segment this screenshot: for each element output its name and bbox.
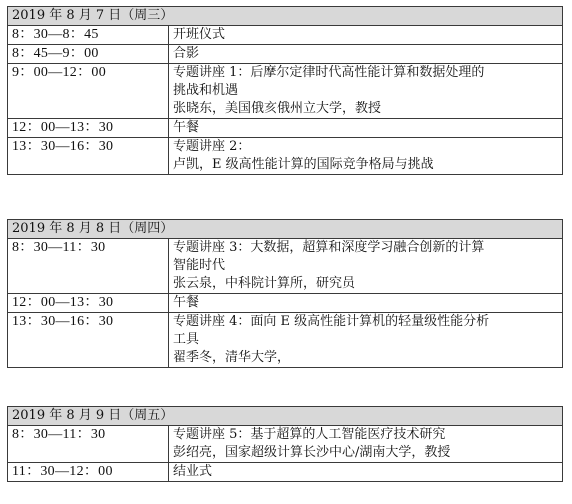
description-cell [169, 138, 563, 175]
schedule-table-day-3 [7, 406, 563, 482]
time-cell: 8：30—11：30 [8, 239, 169, 294]
time-cell: 13：30—16：30 [8, 313, 169, 368]
table-row [8, 45, 563, 64]
table-row [8, 239, 563, 294]
description-cell [169, 313, 563, 368]
description-line: 午餐 [173, 120, 200, 135]
schedule-table-day-1 [7, 6, 563, 175]
description-cell [169, 239, 563, 294]
description-line: 结业式 [173, 464, 213, 479]
description-line: 合影 [173, 46, 200, 61]
description-line: 彭绍亮，国家超级计算长沙中心/湖南大学，教授 [173, 445, 451, 460]
time-cell: 8：45—9：00 [8, 45, 169, 64]
description-line: 午餐 [173, 295, 200, 310]
description-line: 专题讲座 1：后摩尔定律时代高性能计算和数据处理的 [173, 65, 485, 80]
description-cell [169, 119, 563, 138]
table-row [8, 463, 563, 482]
description-cell [169, 294, 563, 313]
day-header: 2019 年 8 月 8 日（周四） [8, 220, 563, 239]
description-line: 卢凯，E 级高性能计算的国际竞争格局与挑战 [173, 157, 434, 172]
description-cell [169, 426, 563, 463]
time-cell: 8：30—11：30 [8, 426, 169, 463]
table-row [8, 119, 563, 138]
time-cell: 12：00—13：30 [8, 119, 169, 138]
description-cell [169, 463, 563, 482]
time-cell: 13：30—16：30 [8, 138, 169, 175]
time-cell: 8：30—8：45 [8, 26, 169, 45]
description-cell [169, 45, 563, 64]
description-line: 张晓东，美国俄亥俄州立大学，教授 [173, 101, 382, 116]
description-line: 工具 [173, 332, 200, 347]
day-header: 2019 年 8 月 9 日（周五） [8, 407, 563, 426]
description-line: 智能时代 [173, 258, 226, 273]
schedule-table-day-2 [7, 219, 563, 368]
table-row [8, 313, 563, 368]
table-row [8, 26, 563, 45]
day-header-row [8, 7, 563, 26]
description-line: 专题讲座 5：基于超算的人工智能医疗技术研究 [173, 427, 446, 442]
table-row [8, 64, 563, 119]
time-cell: 11：30—12：00 [8, 463, 169, 482]
table-row [8, 138, 563, 175]
day-header-row [8, 407, 563, 426]
time-cell: 9：00—12：00 [8, 64, 169, 119]
day-header-row [8, 220, 563, 239]
description-line: 专题讲座 2： [173, 139, 251, 154]
time-cell: 12：00—13：30 [8, 294, 169, 313]
description-line: 开班仪式 [173, 27, 226, 42]
table-row [8, 294, 563, 313]
table-row [8, 426, 563, 463]
description-line: 张云泉，中科院计算所，研究员 [173, 276, 356, 291]
description-cell [169, 26, 563, 45]
day-header: 2019 年 8 月 7 日（周三） [8, 7, 563, 26]
description-line: 挑战和机遇 [173, 83, 239, 98]
description-line: 翟季冬，清华大学， [173, 350, 291, 365]
description-line: 专题讲座 4：面向 E 级高性能计算机的轻量级性能分析 [173, 314, 490, 329]
description-line: 专题讲座 3：大数据，超算和深度学习融合创新的计算 [173, 240, 485, 255]
description-cell [169, 64, 563, 119]
